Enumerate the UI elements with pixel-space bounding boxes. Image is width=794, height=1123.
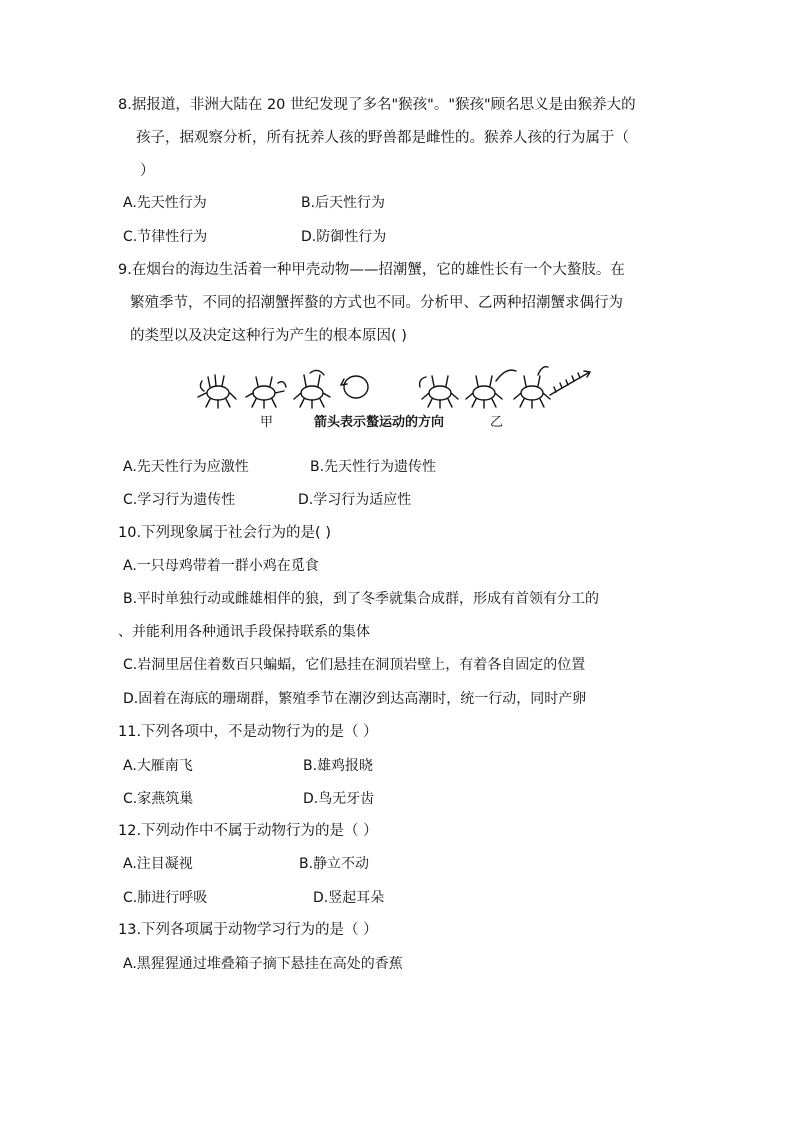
crab-jia-3-icon — [294, 370, 330, 408]
q11-option-d: D.鸟无牙齿 — [303, 791, 375, 807]
crab-yi-1-icon — [420, 376, 458, 408]
q11-option-b: B.雄鸡报晓 — [303, 758, 374, 774]
q12-stem: 12.下列动作中不属于动物行为的是（ ） — [118, 823, 378, 839]
q12-option-d: D.竖起耳朵 — [313, 890, 385, 906]
q8-stem-line3: ） — [140, 163, 155, 179]
q12-option-a: A.注目凝视 — [123, 856, 193, 872]
q10-option-b-line1: B.平时单独行动或雌雄相伴的狼，到了冬季就集合成群，形成有首领有分工的 — [123, 591, 600, 607]
q11-option-a: A.大雁南飞 — [123, 758, 193, 774]
q9-option-a: A.先天性行为应激性 — [123, 459, 249, 475]
q9-stem-line2: 繁殖季节，不同的招潮蟹挥螯的方式也不同。分析甲、乙两种招潮蟹求偶行为 — [130, 295, 623, 311]
crab-jia-1-icon — [198, 375, 236, 408]
q10-option-b-line2: 、并能利用各种通讯手段保持联系的集体 — [118, 624, 370, 640]
crab-jia-2-icon — [246, 377, 286, 408]
q8-option-c: C.节律性行为 — [123, 229, 208, 245]
q10-option-c: C.岩洞里居住着数百只蝙蝠，它们悬挂在洞顶岩壁上，有着各自固定的位置 — [123, 657, 586, 673]
q8-option-a: A.先天性行为 — [123, 195, 207, 211]
q10-option-d: D.固着在海底的珊瑚群，繁殖季节在潮汐到达高潮时，统一行动，同时产卵 — [123, 691, 587, 707]
q13-option-a: A.黑猩猩通过堆叠箱子摘下悬挂在高处的香蕉 — [123, 956, 403, 972]
q12-option-c: C.肺进行呼吸 — [123, 890, 208, 906]
q13-stem: 13.下列各项属于动物学习行为的是（ ） — [118, 922, 378, 938]
q8-stem-line2: 孩子，据观察分析，所有抚养人孩的野兽都是雌性的。猴养人孩的行为属于（ — [136, 130, 629, 146]
q12-option-b: B.静立不动 — [299, 856, 370, 872]
figure-label-yi: 乙 — [490, 415, 504, 430]
figure-label-jia: 甲 — [260, 415, 274, 430]
q8-stem-line1: 8.据报道，非洲大陆在 20 世纪发现了多名"猴孩"。"猴孩"顾名思义是由猴养大的 — [118, 97, 636, 113]
q11-option-c: C.家燕筑巢 — [123, 791, 194, 807]
q10-stem: 10.下列现象属于社会行为的是( ) — [118, 525, 331, 541]
crab-figure — [196, 363, 596, 435]
q10-option-a: A.一只母鸡带着一群小鸡在觅食 — [123, 558, 319, 574]
zigzag-arrow-icon — [550, 371, 590, 395]
circular-arrow-icon — [341, 376, 368, 398]
crab-yi-2-icon — [466, 370, 516, 408]
crab-illustration — [196, 363, 596, 411]
q9-stem-line3: 的类型以及决定这种行为产生的根本原因( ) — [130, 328, 407, 344]
figure-caption: 箭头表示螯运动的方向 — [314, 415, 445, 430]
q9-option-c: C.学习行为遗传性 — [123, 492, 236, 508]
q9-option-b: B.先天性行为遗传性 — [310, 459, 437, 475]
q9-stem-line1: 9.在烟台的海边生活着一种甲壳动物——招潮蟹，它的雄性长有一个大螯肢。在 — [118, 262, 625, 278]
crab-yi-3-icon — [514, 367, 550, 408]
q9-option-d: D.学习行为适应性 — [298, 492, 412, 508]
q8-option-d: D.防御性行为 — [301, 229, 387, 245]
q8-option-b: B.后天性行为 — [301, 195, 386, 211]
q11-stem: 11.下列各项中，不是动物行为的是（ ） — [118, 724, 378, 740]
